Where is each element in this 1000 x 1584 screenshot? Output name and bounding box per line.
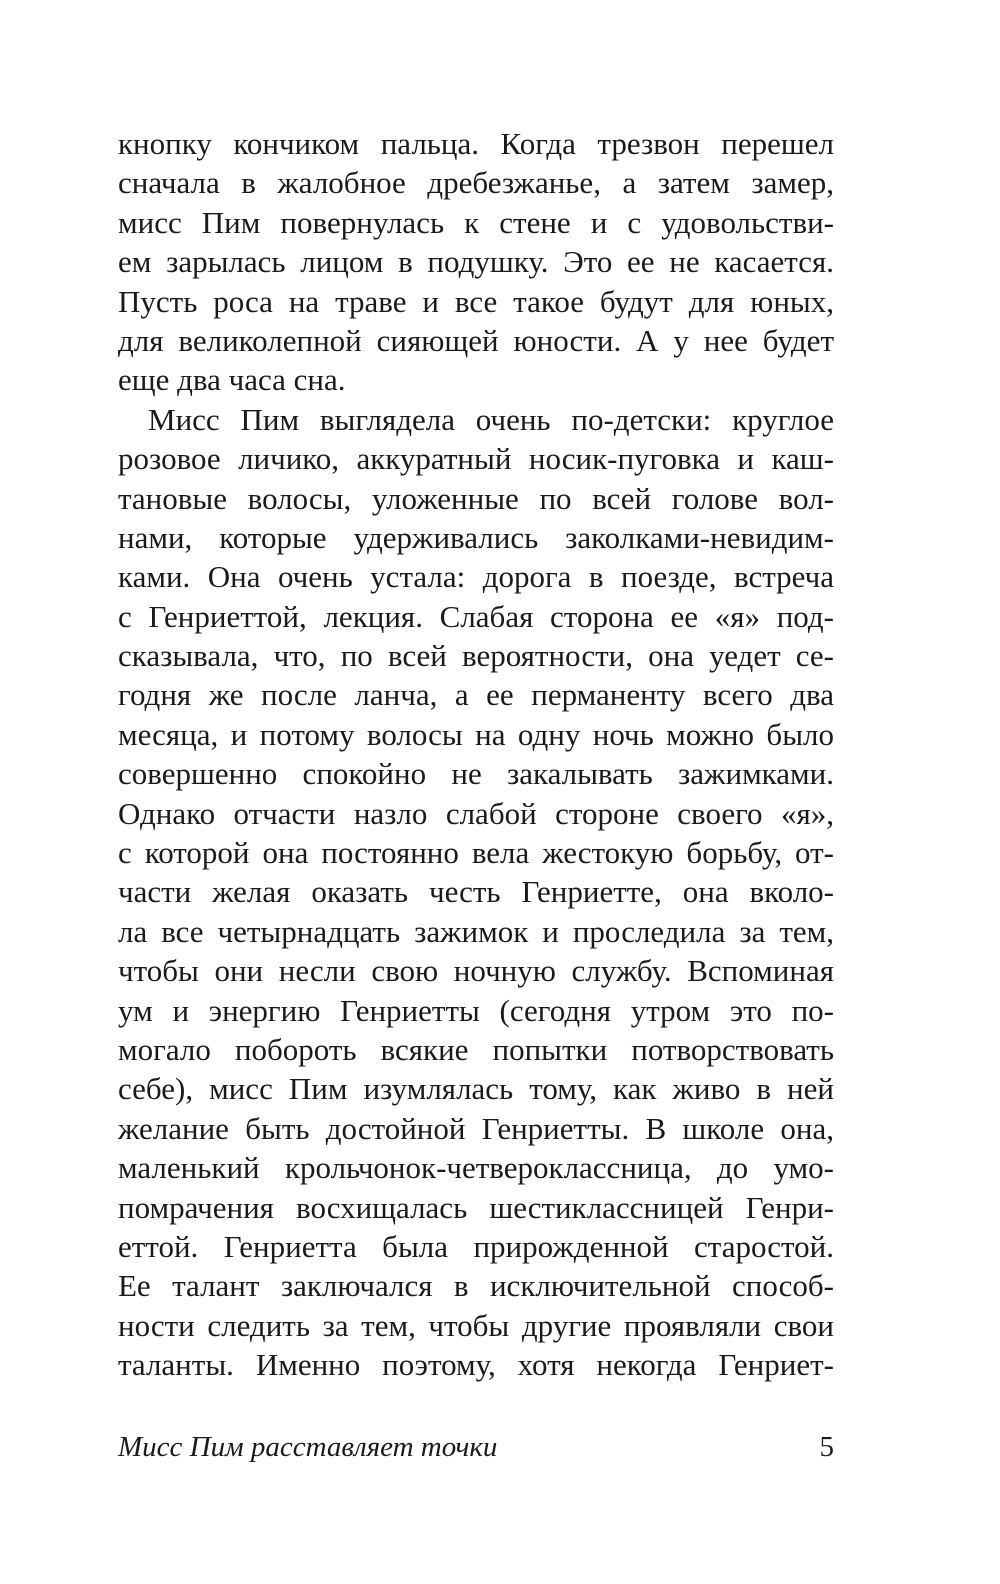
text-line: сначала в жалобное дребезжанье, а затем замер, <box>118 165 834 201</box>
text-line: еще два часа сна. <box>118 362 346 398</box>
text-line: розовое личико, аккуратный носик-пуговка и каш- <box>118 441 834 477</box>
text-line: части желая оказать честь Генриетте, она вколо- <box>118 874 834 910</box>
text-line: с Генриеттой, лекция. Слабая сторона ее «я» под- <box>118 598 834 634</box>
text-line: ем зарылась лицом в подушку. Это ее не касается. <box>118 244 834 280</box>
text-line: таланты. Именно поэтому, хотя некогда Генриет- <box>118 1347 834 1383</box>
body-text <box>118 124 834 1385</box>
text-line: ум и энергию Генриетты (сегодня утром это по- <box>118 992 834 1028</box>
text-line: мисс Пим повернулась к стене и с удовольстви- <box>118 204 834 240</box>
text-line: для великолепной сияющей юности. А у нее будет <box>118 322 834 358</box>
text-line: Мисс Пим выглядела очень по-детски: круглое <box>148 401 834 437</box>
text-line: тановые волосы, уложенные по всей голове вол- <box>118 480 834 516</box>
text-line: ла все четырнадцать зажимок и проследила за тем, <box>118 913 834 949</box>
text-line: кнопку кончиком пальца. Когда трезвон перешел <box>118 126 834 161</box>
text-line: чтобы они несли свою ночную службу. Вспоминая <box>118 953 834 989</box>
text-line: себе), мисс Пим изумлялась тому, как живо в ней <box>118 1071 834 1107</box>
text-line: месяца, и потому волосы на одну ночь можно было <box>118 716 834 752</box>
text-line: могало побороть всякие попытки потворствовать <box>118 1031 834 1067</box>
text-line: ками. Она очень устала: дорога в поезде, встреча <box>118 559 834 595</box>
text-line: годня же после ланча, а ее перманенту всего два <box>118 677 834 713</box>
text-line: сказывала, что, по всей вероятности, она уедет се- <box>118 638 834 674</box>
text-line: нами, которые удерживались заколками-невидим- <box>118 519 834 555</box>
text-line: Пусть роса на траве и все такое будут для юных, <box>118 283 834 319</box>
text-line: Однако отчасти назло слабой стороне своего «я», <box>118 795 834 831</box>
running-title: Мисс Пим расставляет точки <box>118 1431 498 1463</box>
text-line: желание быть достойной Генриетты. В школе она, <box>118 1110 834 1146</box>
text-line: совершенно спокойно не закалывать зажимками. <box>118 756 834 792</box>
text-line: маленький крольчонок-четвероклассница, до умо- <box>118 1150 834 1186</box>
text-line: ности следить за тем, чтобы другие проявляли свои <box>118 1307 834 1343</box>
text-line: еттой. Генриетта была прирожденной старостой. <box>118 1228 834 1264</box>
text-line: Ее талант заключался в исключительной способ- <box>118 1268 834 1304</box>
page-number: 5 <box>819 1431 834 1463</box>
text-line: с которой она постоянно вела жестокую борьбу, от- <box>118 835 834 871</box>
text-line: помрачения восхищалась шестиклассницей Генри- <box>118 1189 834 1225</box>
page-footer <box>118 1427 834 1467</box>
